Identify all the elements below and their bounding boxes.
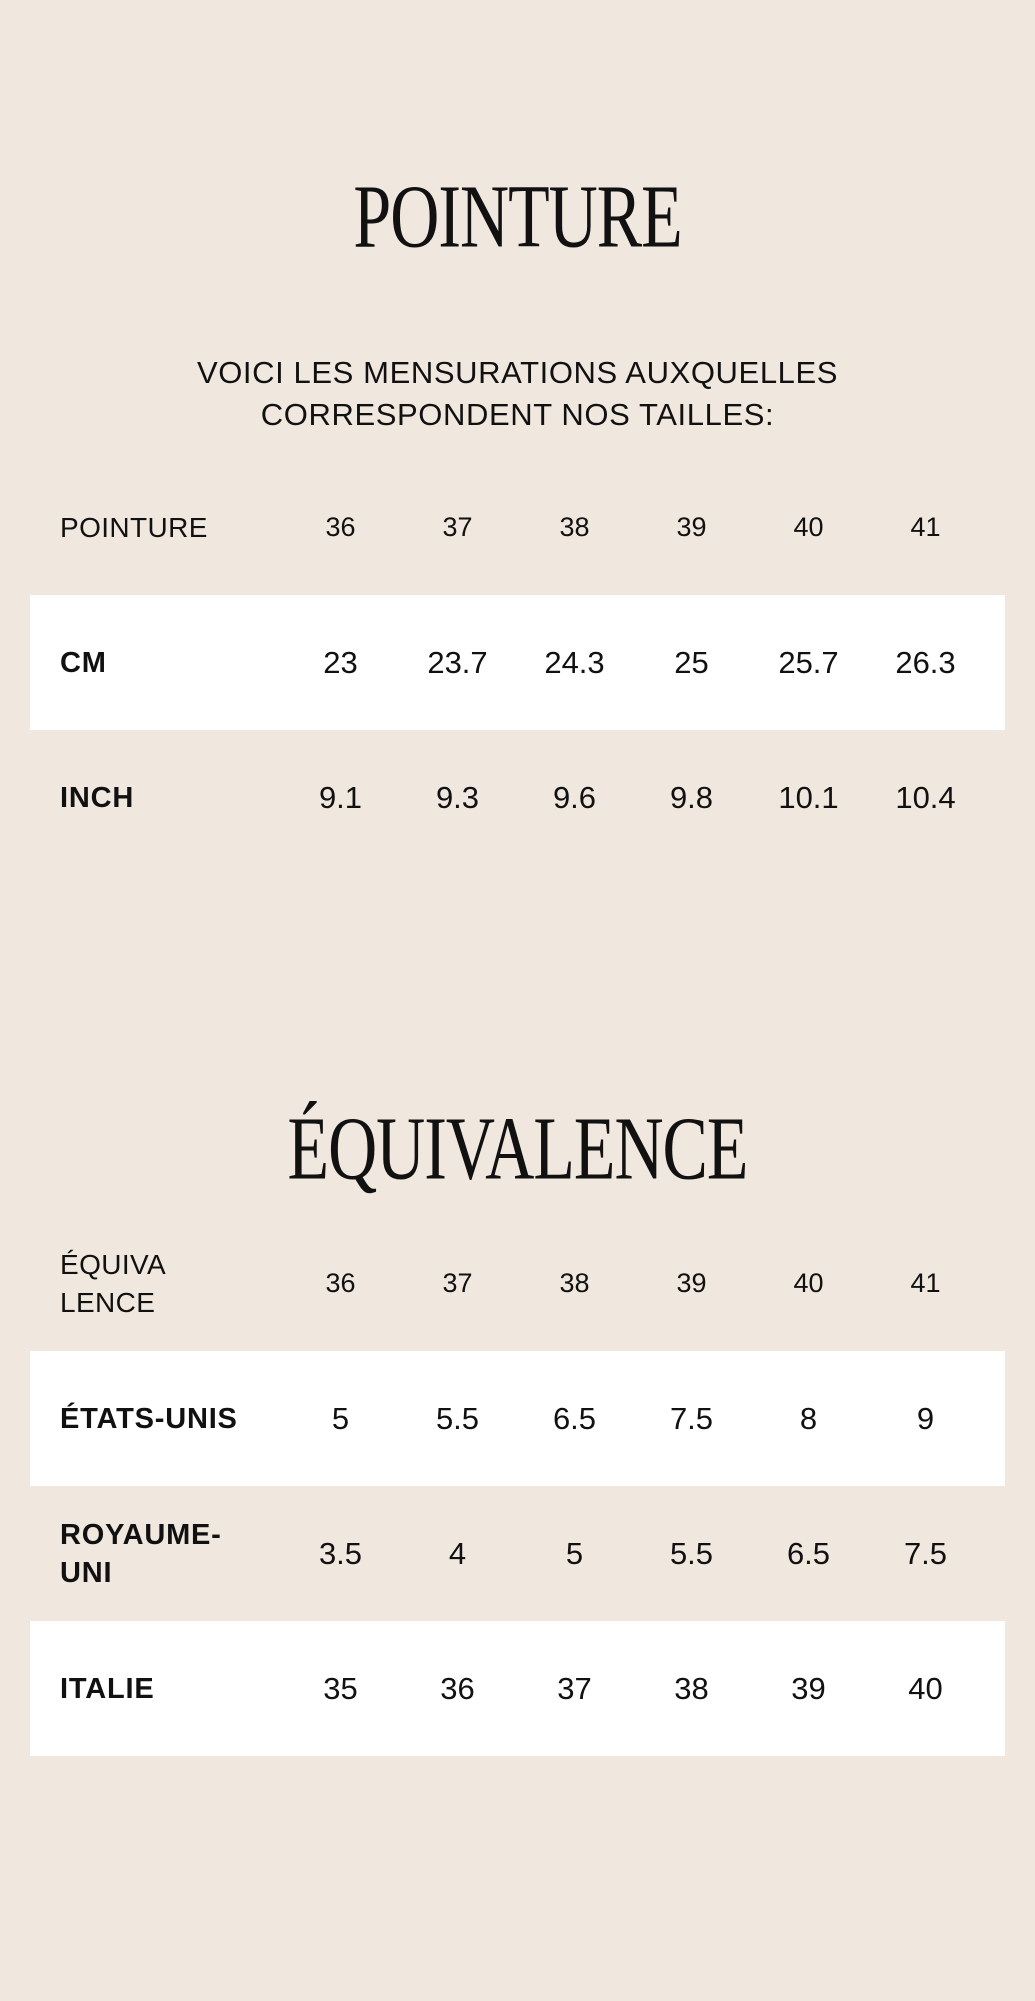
size-header-cell: 38	[559, 512, 590, 542]
equivalence-header-cell: 39	[676, 1268, 707, 1298]
row-label-line-1: ITALIE	[60, 1672, 155, 1705]
row-label-inch: INCH	[60, 781, 135, 814]
table-cell: 9.1	[318, 779, 363, 815]
table-cell: 5.5	[435, 1400, 480, 1436]
equivalence-header-cell: 41	[910, 1268, 941, 1298]
table-cell: 36	[440, 1670, 475, 1706]
table-cell: 25	[674, 644, 709, 680]
equivalence-header-cell: 38	[559, 1268, 590, 1298]
size-table	[30, 460, 1005, 865]
row-label-cm: CM	[60, 646, 107, 679]
table-cell: 10.1	[778, 779, 839, 815]
header-label-line-2: LENCE	[60, 1286, 156, 1318]
table-cell: 9.6	[552, 779, 597, 815]
row-label-line-1: ROYAUME-	[60, 1518, 222, 1551]
table-cell: 23	[323, 644, 358, 680]
equivalence-header-cell: 37	[442, 1268, 473, 1298]
table-cell: 35	[323, 1670, 358, 1706]
row-label-italy	[30, 1670, 282, 1708]
equivalence-table-header-row	[30, 1216, 1005, 1351]
size-title: POINTURE	[353, 165, 682, 267]
table-row-cm	[30, 595, 1005, 730]
table-cell: 39	[791, 1670, 826, 1706]
subtitle-line-1: VOICI LES MENSURATIONS AUXQUELLES	[196, 355, 839, 390]
size-table-header-label: POINTURE	[60, 511, 208, 543]
table-row-italy	[30, 1621, 1005, 1756]
table-cell: 37	[557, 1670, 592, 1706]
size-header-cell: 36	[325, 512, 356, 542]
table-cell: 40	[908, 1670, 943, 1706]
table-cell: 3.5	[318, 1535, 363, 1571]
equivalence-table-header-label	[30, 1246, 282, 1322]
table-cell: 26.3	[895, 644, 956, 680]
table-cell: 5	[331, 1400, 350, 1436]
table-cell: 10.4	[895, 779, 956, 815]
subtitle-line-2: CORRESPONDENT NOS TAILLES:	[260, 397, 775, 432]
row-label-line-1: ÉTATS-UNIS	[60, 1402, 238, 1435]
row-label-line-2: UNI	[60, 1556, 113, 1589]
row-label-uk	[30, 1516, 282, 1592]
size-header-cell: 40	[793, 512, 824, 542]
equivalence-header-cell: 40	[793, 1268, 824, 1298]
table-cell: 5	[565, 1535, 584, 1571]
size-table-header-row	[30, 460, 1005, 595]
table-cell: 24.3	[544, 644, 605, 680]
equivalence-header-cell: 36	[325, 1268, 356, 1298]
table-cell: 9.3	[435, 779, 480, 815]
table-row-us	[30, 1351, 1005, 1486]
row-label-us	[30, 1400, 282, 1438]
table-cell: 23.7	[427, 644, 488, 680]
header-label-line-1: ÉQUIVA	[60, 1248, 167, 1280]
table-cell: 9	[916, 1400, 935, 1436]
table-cell: 6.5	[786, 1535, 831, 1571]
size-header-cell: 39	[676, 512, 707, 542]
table-cell: 8	[799, 1400, 818, 1436]
size-subtitle	[0, 352, 1035, 436]
table-cell: 25.7	[778, 644, 839, 680]
table-cell: 5.5	[669, 1535, 714, 1571]
table-row-uk	[30, 1486, 1005, 1621]
equivalence-title: ÉQUIVALENCE	[287, 1097, 748, 1199]
table-cell: 38	[674, 1670, 709, 1706]
table-cell: 6.5	[552, 1400, 597, 1436]
table-cell: 7.5	[903, 1535, 948, 1571]
table-cell: 7.5	[669, 1400, 714, 1436]
table-row-inch	[30, 730, 1005, 865]
table-cell: 9.8	[669, 779, 714, 815]
equivalence-table	[30, 1216, 1005, 1756]
table-cell: 4	[448, 1535, 467, 1571]
size-header-cell: 37	[442, 512, 473, 542]
size-header-cell: 41	[910, 512, 941, 542]
